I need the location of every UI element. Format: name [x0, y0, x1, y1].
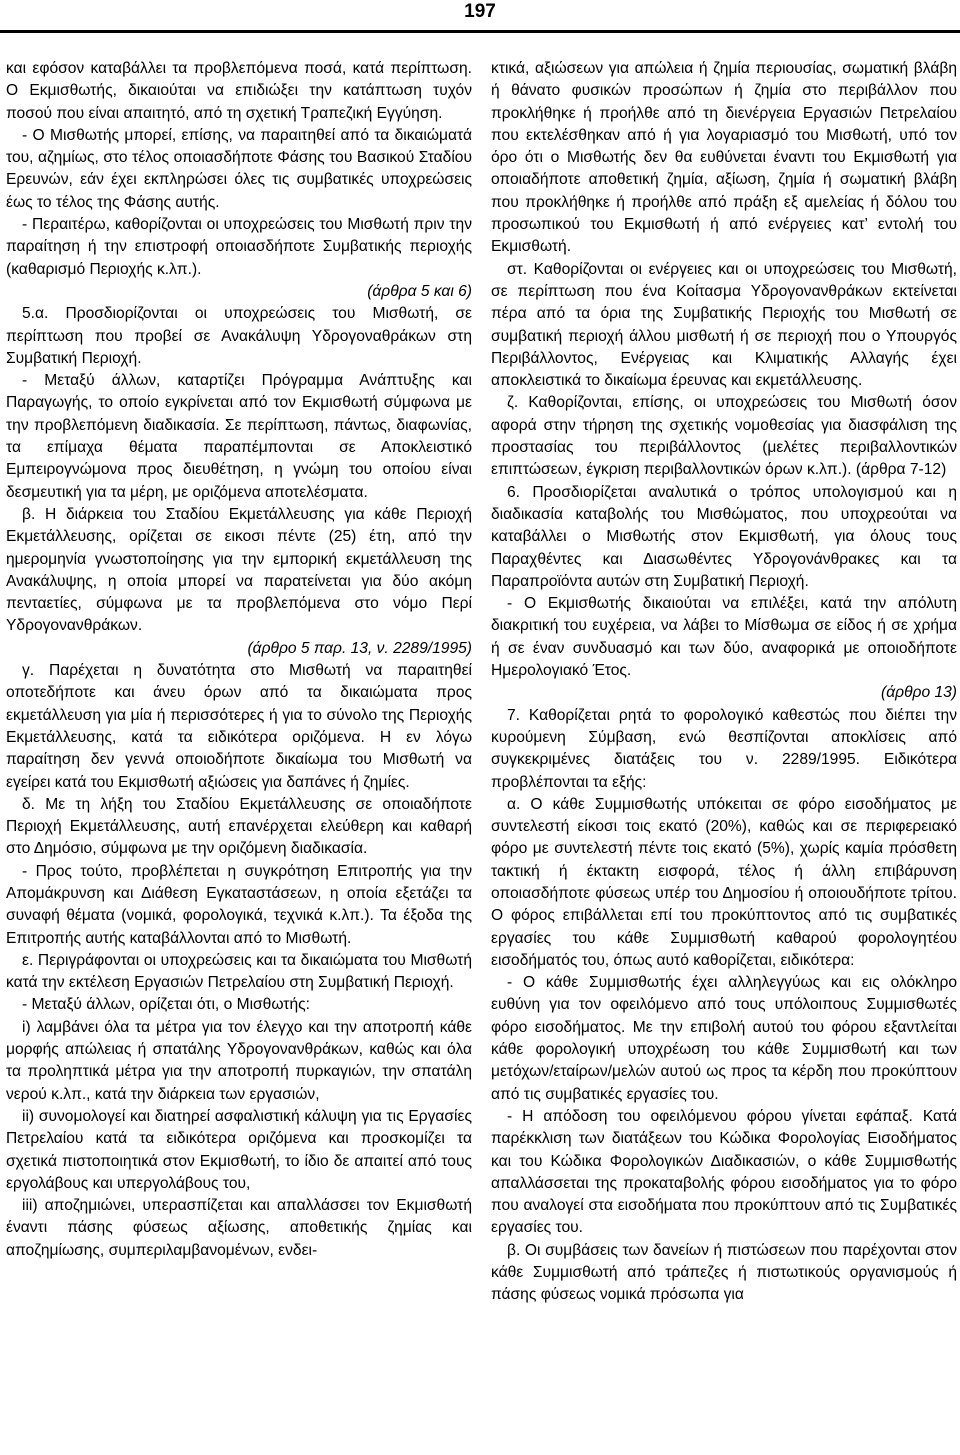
paragraph: κτικά, αξιώσεων για απώλεια ή ζημία περιουσίας, σωματική βλάβη ή θάνατο φυσικών προσώπων ή ζημία στο περιβάλλον που προκλήθηκε ή προήλθε από τη διενέργεια Εργασιών Πετρελαίου που εκτελέσθηκαν από ή για λογαριασμό του Μισθωτή, υπό τον όρο ότι ο Μισθωτής δεν θα ευθύνεται έναντι του Εκμισθωτή για οποιαδήποτε αποθετική ζημία, αξίωση, ζημία ή σωματική βλάβη που προκλήθηκε ή προήλθε από πράξη εξ αμελείας ή δόλου του προσωπικού του Εκμισθωτή ή από ενέργειες κατ’ εντολή του Εκμισθωτή.	[491, 60, 957, 256]
paragraph: 7. Καθορίζεται ρητά το φορολογικό καθεστώς που διέπει την κυρούμενη Σύμβαση, ενώ θεσπίζονται αποκλίσεις από συγκεκριμένες διατάξεις του ν. 2289/1995. Ειδικότερα προβλέπονται τα εξής:	[491, 706, 957, 791]
paragraph: ii) συνομολογεί και διατηρεί ασφαλιστική κάλυψη για τις Εργασίες Πετρελαίου κατά τα ειδικότερα οριζόμενα και προσκομίζει τα σχετικά πιστοποιητικά στον Εκμισθωτή, το ίδιο δε απαιτεί από τους εργολάβους και υπεργολάβους του,	[6, 1107, 472, 1192]
paragraph: i) λαμβάνει όλα τα μέτρα για τον έλεγχο και την αποτροπή κάθε μορφής απώλειας ή σπατάλης Υδρογονανθράκων, καθώς και όλα τα προληπτικά μέτρα για την αποτροπή πυρκαγιών, την σπατάλη νερού κ.λπ., κατά την διάρκεια των εργασιών,	[6, 1018, 472, 1103]
header-rule	[0, 30, 960, 33]
paragraph: - Ο Μισθωτής μπορεί, επίσης, να παραιτηθεί από τα δικαιώματά του, αζημίως, στο τέλος οποιασδήποτε Φάσης του Βασικού Σταδίου Ερευνών, εάν έχει εκπληρώσει όλες τις συμβατικές υποχρεώσεις έως το τέλος της Φάσης αυτής.	[6, 126, 472, 211]
article-reference: (άρθρο 5 παρ. 13, ν. 2289/1995)	[247, 639, 472, 657]
paragraph: και εφόσον καταβάλλει τα προβλεπόμενα ποσά, κατά περίπτωση. Ο Εκμισθωτής, δικαιούται να επιδιώξει την κατάπτωση τυχόν ποσού που είναι απαιτητό, από τη σχετική Τραπεζική Εγγύηση.	[6, 60, 472, 122]
paragraph: α. Ο κάθε Συμμισθωτής υπόκειται σε φόρο εισοδήματος με συντελεστή είκοσι τοις εκατό (20%), καθώς και σε περιφερειακό φόρο με συντελεστή πέντε τοις εκατό (5%), χωρίς καμία πρόσθετη τακτική ή έκτακτη εισφορά, τέλος ή άλλη επιβάρυνση οποιασδήποτε φύσεως υπέρ του Δημοσίου ή οποιουδήποτε τρίτου. Ο φόρος επιβάλλεται επί του προκύπτοντος από τις συμβατικές εργασίες του κάθε Συμμισθωτή καθαρού φορολογητέου εισοδήματός του, όπως αυτό καθορίζεται, ειδικότερα:	[491, 795, 957, 969]
article-reference: (άρθρα 5 και 6)	[367, 282, 472, 300]
paragraph: γ. Παρέχεται η δυνατότητα στο Μισθωτή να παραιτηθεί οποτεδήποτε και άνευ όρων από τα δικαιώματα προς εκμετάλλευση για μία ή περισσότερες ή για το σύνολο της Περιοχής Εκμετάλλευσης, κατά τα ειδικότερα οριζόμενα. Η εν λόγω παραίτηση δεν γεννά οποιοδήποτε δικαίωμα του Μισθωτή να εγείρει κατά του Εκμισθωτή αξιώσεις για δαπάνες ή ζημίες.	[6, 662, 472, 791]
paragraph: - Η απόδοση του οφειλόμενου φόρου γίνεται εφάπαξ. Κατά παρέκκλιση των διατάξεων του Κώδικα Φορολογίας Εισοδήματος και του Κώδικα Φορολογικών Διαδικασιών, ο κάθε Συμμισθωτής απαλλάσσεται της προκαταβολής φόρου εισοδήματος για το φόρο που αναλογεί στα εισοδήματα που προκύπτουν από τις Συμβατικές εργασίες του.	[491, 1107, 957, 1237]
page-number: 197	[464, 1, 496, 22]
left-column	[6, 58, 472, 1262]
paragraph: - Ο Εκμισθωτής δικαιούται να επιλέξει, κατά την απόλυτη διακριτική του ευχέρεια, να λάβει το Μίσθωμα σε είδος ή σε χρήμα ή σε έναν συνδυασμό και των δύο, αναφορικά με οποιοδήποτε Ημερολογιακό Έτος.	[491, 595, 957, 680]
paragraph: ε. Περιγράφονται οι υποχρεώσεις και τα δικαιώματα του Μισθωτή κατά την εκτέλεση Εργασιών Πετρελαίου στη Συμβατική Περιοχή.	[6, 951, 472, 992]
paragraph: - Ο κάθε Συμμισθωτής έχει αλληλεγγύως και εις ολόκληρο ευθύνη για τον οφειλόμενο από τους υπόλοιπους Συμμισθωτές φόρο εισοδήματος. Με την επιβολή αυτού του φόρου εξαντλείται κάθε φορολογική υποχρέωση του κάθε Συμμισθωτή και των μετόχων/εταίρων/μελών αυτού ως προς τα κέρδη που προκύπτουν από τις συμβατικές εργασίες του.	[491, 974, 957, 1103]
paragraph: - Περαιτέρω, καθορίζονται οι υποχρεώσεις του Μισθωτή πριν την παραίτηση ή την επιστροφή οποιασδήποτε Συμβατικής περιοχής (καθαρισμό Περιοχής κ.λπ.).	[6, 216, 472, 278]
paragraph: 6. Προσδιορίζεται αναλυτικά ο τρόπος υπολογισμού και η διαδικασία καταβολής του Μισθώματος, που υποχρεούται να καταβάλλει ο Μισθωτής στον Εκμισθωτή, για όλους τους Παραχθέντες και Διασωθέντες Υδρογονάνθρακες και τα Παραπροϊόντα αυτών στη Συμβατική Περιοχή.	[491, 483, 957, 590]
paragraph: - Προς τούτο, προβλέπεται η συγκρότηση Επιτροπής για την Απομάκρυνση και Διάθεση Εγκαταστάσεων, η οποία εξετάζει τα συναφή θέματα (νομικά, φορολογικά, τεχνικά κ.λπ.). Τα έξοδα της Επιτροπής αυτής καταβάλλονται από το Μισθωτή.	[6, 862, 472, 947]
paragraph: β. Οι συμβάσεις των δανείων ή πιστώσεων που παρέχονται στον κάθε Συμμισθωτή από τράπεζες ή πιστωτικούς οργανισμούς ή πάσης φύσεως νομικά πρόσωπα για	[491, 1241, 957, 1304]
paragraph: στ. Καθορίζονται οι ενέργειες και οι υποχρεώσεις του Μισθωτή, σε περίπτωση που ένα Κοίτασμα Υδρογονανθράκων εκτείνεται πέρα από τα όρια της Συμβατικής Περιοχής του Μισθωτή σε συμβατική περιοχή άλλου μισθωτή ή σε περιοχή που ο Υπουργός Περιβάλλοντος, Ενέργειας και Κλιματικής Αλλαγής έχει αποκλειστικά το δικαίωμα έρευνας και εκμετάλλευσης.	[491, 260, 957, 390]
right-column	[491, 58, 957, 1307]
paragraph: β. Η διάρκεια του Σταδίου Εκμετάλλευσης για κάθε Περιοχή Εκμετάλλευσης, ορίζεται σε εικοσι πέντε (25) έτη, από την ημερομηνία γνωστοποίησης για την εμπορική εκμετάλλευση της Ανακάλυψης, η οποία μπορεί να παρατείνεται για δύο ακόμη πενταετίες, σύμφωνα με τα προβλεπόμενα στο νόμο Περί Υδρογονανθράκων.	[6, 505, 472, 635]
article-reference: (άρθρο 13)	[881, 684, 957, 702]
paragraph: iii) αποζημιώνει, υπερασπίζεται και απαλλάσσει τον Εκμισθωτή έναντι πάσης φύσεως αξίωσης, αποθετικής ζημίας και αποζημίωσης, συμπεριλαμβανομένων, ενδει-	[6, 1197, 472, 1259]
paragraph: - Μεταξύ άλλων, ορίζεται ότι, ο Μισθωτής:	[22, 996, 310, 1014]
paragraph: 5.α. Προσδιορίζονται οι υποχρεώσεις του Μισθωτή, σε περίπτωση που προβεί σε Ανακάλυψη Υδρογοναθράκων στη Συμβατική Περιοχή.	[6, 305, 472, 367]
paragraph: - Μεταξύ άλλων, καταρτίζει Πρόγραμμα Ανάπτυξης και Παραγωγής, το οποίο εγκρίνεται από τον Εκμισθωτή σύμφωνα με την προβλεπόμενη διαδικασία. Σε περίπτωση, πάντως, διαφωνίας, τα επίμαχα θέματα παραπέμπονται σε Αποκλειστικό Εμπειρογνώμονα προς διευθέτηση, η γνώμη του οποίου είναι δεσμευτική για τα μέρη, με οριζόμενα αποτελέσματα.	[6, 372, 472, 501]
paragraph: δ. Με τη λήξη του Σταδίου Εκμετάλλευσης σε οποιαδήποτε Περιοχή Εκμετάλλευσης, αυτή επανέρχεται ελεύθερη και καθαρή στο Δημόσιο, σύμφωνα με την οριζόμενη διαδικασία.	[6, 795, 472, 858]
paragraph: ζ. Καθορίζονται, επίσης, οι υποχρεώσεις του Μισθωτή όσον αφορά στην τήρηση της σχετικής νομοθεσίας για διασφάλιση της προστασίας του περιβάλλοντος (μελέτες περιβαλλοντικών επιπτώσεων, έγκριση περιβαλλοντικών όρων κ.λπ.). (άρθρα 7-12)	[491, 394, 957, 479]
